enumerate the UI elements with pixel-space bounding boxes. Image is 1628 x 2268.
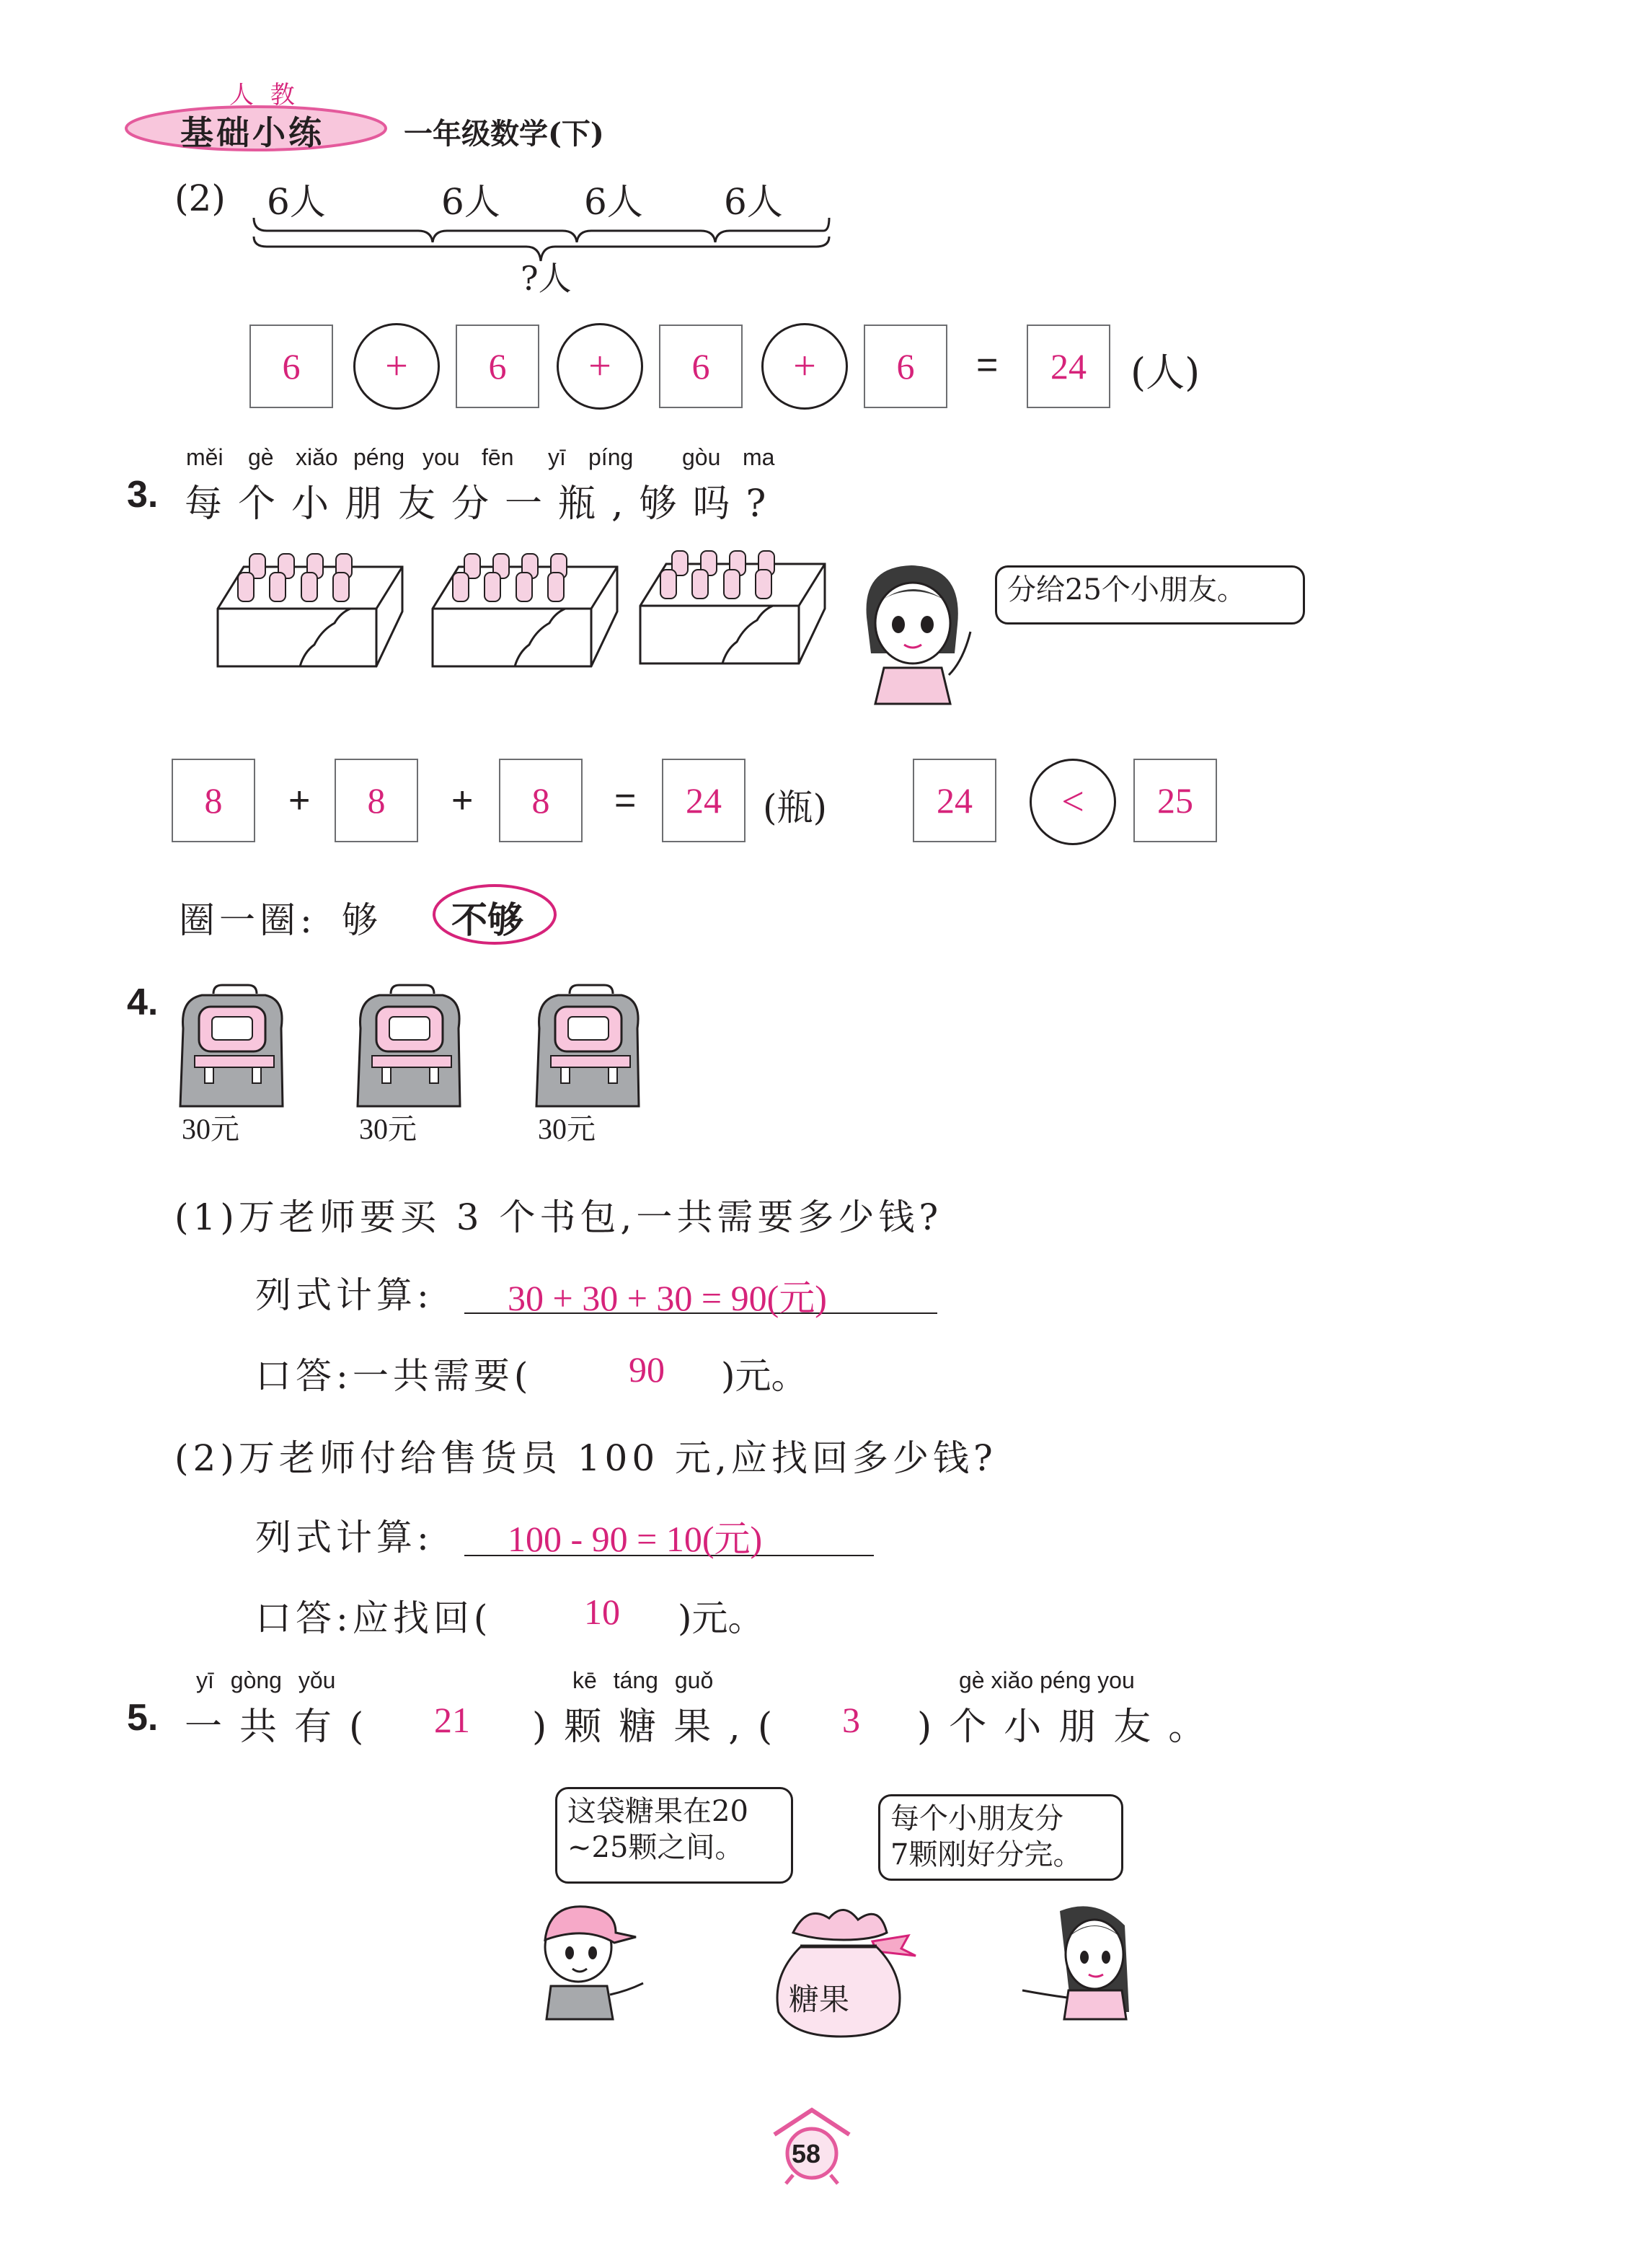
question-text: 一共有( bbox=[185, 1706, 381, 1749]
page-number: 58 bbox=[792, 2139, 821, 2168]
answer-box[interactable]: 6 bbox=[249, 325, 333, 408]
compare-left-box[interactable]: 24 bbox=[913, 759, 996, 842]
oral-answer-suffix: )元。 bbox=[721, 1355, 808, 1397]
answer-box[interactable]: 8 bbox=[499, 759, 583, 842]
option-enough[interactable]: 够 bbox=[342, 899, 378, 941]
segment-label: 6人 bbox=[441, 181, 500, 223]
segment-label: 6人 bbox=[724, 181, 783, 223]
pinyin: ma bbox=[743, 444, 775, 470]
pinyin: kē táng guǒ bbox=[572, 1667, 714, 1693]
pinyin: píng bbox=[588, 444, 634, 470]
plus-sign: + bbox=[288, 780, 311, 821]
operator-circle[interactable]: + bbox=[761, 323, 848, 410]
backpacks bbox=[173, 985, 692, 1115]
pinyin: měi bbox=[186, 444, 224, 470]
calc-label: 列式计算: bbox=[255, 1517, 433, 1558]
answer-box[interactable]: 8 bbox=[172, 759, 255, 842]
segment-label: 6人 bbox=[267, 181, 326, 223]
speech-bubble: 分给25个小朋友。 bbox=[995, 565, 1305, 625]
pinyin: gè xiǎo péng you bbox=[959, 1667, 1135, 1693]
pinyin: gè bbox=[248, 444, 274, 470]
total-label: ?人 bbox=[521, 259, 572, 298]
girl-speech-bubble bbox=[878, 1794, 1123, 1881]
segment-label: 6人 bbox=[584, 181, 643, 223]
bubble-line: ~25颗之间。 bbox=[567, 1831, 744, 1864]
oral-answer-value[interactable]: 10 bbox=[584, 1592, 620, 1632]
bottle-crates bbox=[213, 551, 848, 681]
answer-candies[interactable]: 21 bbox=[434, 1700, 470, 1740]
answer-children[interactable]: 3 bbox=[842, 1700, 860, 1740]
calc-answer[interactable]: 100 - 90 = 10(元) bbox=[508, 1519, 763, 1559]
question-text: )颗糖果,( bbox=[532, 1706, 790, 1749]
circle-prompt: 圈一圈: bbox=[179, 899, 317, 941]
pinyin: xiǎo bbox=[296, 444, 338, 470]
boy-speech-bubble bbox=[555, 1787, 793, 1884]
unit-label: (瓶) bbox=[763, 787, 828, 829]
header-edition: 人 教 bbox=[229, 81, 299, 110]
part-label: (2) bbox=[174, 177, 226, 219]
question-number: 4. bbox=[127, 981, 159, 1023]
question-number: 5. bbox=[127, 1697, 159, 1739]
result-box[interactable]: 24 bbox=[1027, 325, 1110, 408]
pinyin: you bbox=[423, 444, 460, 470]
compare-right-box[interactable]: 25 bbox=[1133, 759, 1217, 842]
oral-answer-prefix: 口答:应找回( bbox=[255, 1597, 492, 1639]
unit-label: (人) bbox=[1131, 350, 1200, 395]
operator-circle[interactable]: + bbox=[557, 323, 643, 410]
question-number: 3. bbox=[127, 474, 159, 516]
question-text: )个小朋友。 bbox=[917, 1706, 1224, 1749]
pinyin: gòu bbox=[682, 444, 721, 470]
answer-box[interactable]: 6 bbox=[659, 325, 743, 408]
candy-bag-illustration bbox=[764, 1904, 923, 2041]
price-label: 30元 bbox=[182, 1113, 239, 1145]
bubble-line: 每个小朋友分 bbox=[890, 1802, 1063, 1835]
question-text: 每个小朋友分一瓶,够吗? bbox=[185, 482, 782, 526]
price-label: 30元 bbox=[538, 1113, 596, 1145]
sub-question-1: (1)万老师要买 3 个书包,一共需要多少钱? bbox=[174, 1196, 943, 1238]
plus-sign: + bbox=[451, 780, 474, 821]
equals-sign: = bbox=[976, 344, 999, 386]
header-series: 基础小练 bbox=[180, 113, 324, 152]
pinyin: yī bbox=[548, 444, 566, 470]
calc-label: 列式计算: bbox=[255, 1274, 433, 1316]
oral-answer-suffix: )元。 bbox=[678, 1597, 764, 1639]
equals-sign: = bbox=[614, 780, 637, 821]
boy-illustration bbox=[535, 1897, 650, 2019]
bubble-line: 7颗刚好分完。 bbox=[890, 1838, 1082, 1871]
sub-question-2: (2)万老师付给售货员 100 元,应找回多少钱? bbox=[174, 1437, 997, 1479]
header-grade: 一年级数学(下) bbox=[404, 117, 604, 151]
operator-circle[interactable]: + bbox=[353, 323, 440, 410]
girl-illustration bbox=[855, 560, 985, 704]
compare-sign-circle[interactable]: < bbox=[1030, 759, 1116, 845]
answer-box[interactable]: 6 bbox=[456, 325, 539, 408]
girl-illustration-2 bbox=[1017, 1897, 1139, 2019]
pinyin: yī gòng yǒu bbox=[196, 1667, 336, 1693]
bubble-line: 这袋糖果在20 bbox=[567, 1795, 748, 1828]
candy-bag-label: 糖果 bbox=[789, 1982, 850, 2017]
pinyin: fēn bbox=[482, 444, 514, 470]
oral-answer-prefix: 口答:一共需要( bbox=[255, 1355, 533, 1397]
answer-box[interactable]: 6 bbox=[864, 325, 947, 408]
calc-answer[interactable]: 30 + 30 + 30 = 90(元) bbox=[508, 1278, 827, 1318]
oral-answer-value[interactable]: 90 bbox=[629, 1349, 665, 1390]
pinyin: péng bbox=[353, 444, 405, 470]
answer-box[interactable]: 8 bbox=[335, 759, 418, 842]
result-box[interactable]: 24 bbox=[662, 759, 746, 842]
price-label: 30元 bbox=[359, 1113, 417, 1145]
option-not-enough[interactable]: 不够 bbox=[451, 899, 523, 941]
